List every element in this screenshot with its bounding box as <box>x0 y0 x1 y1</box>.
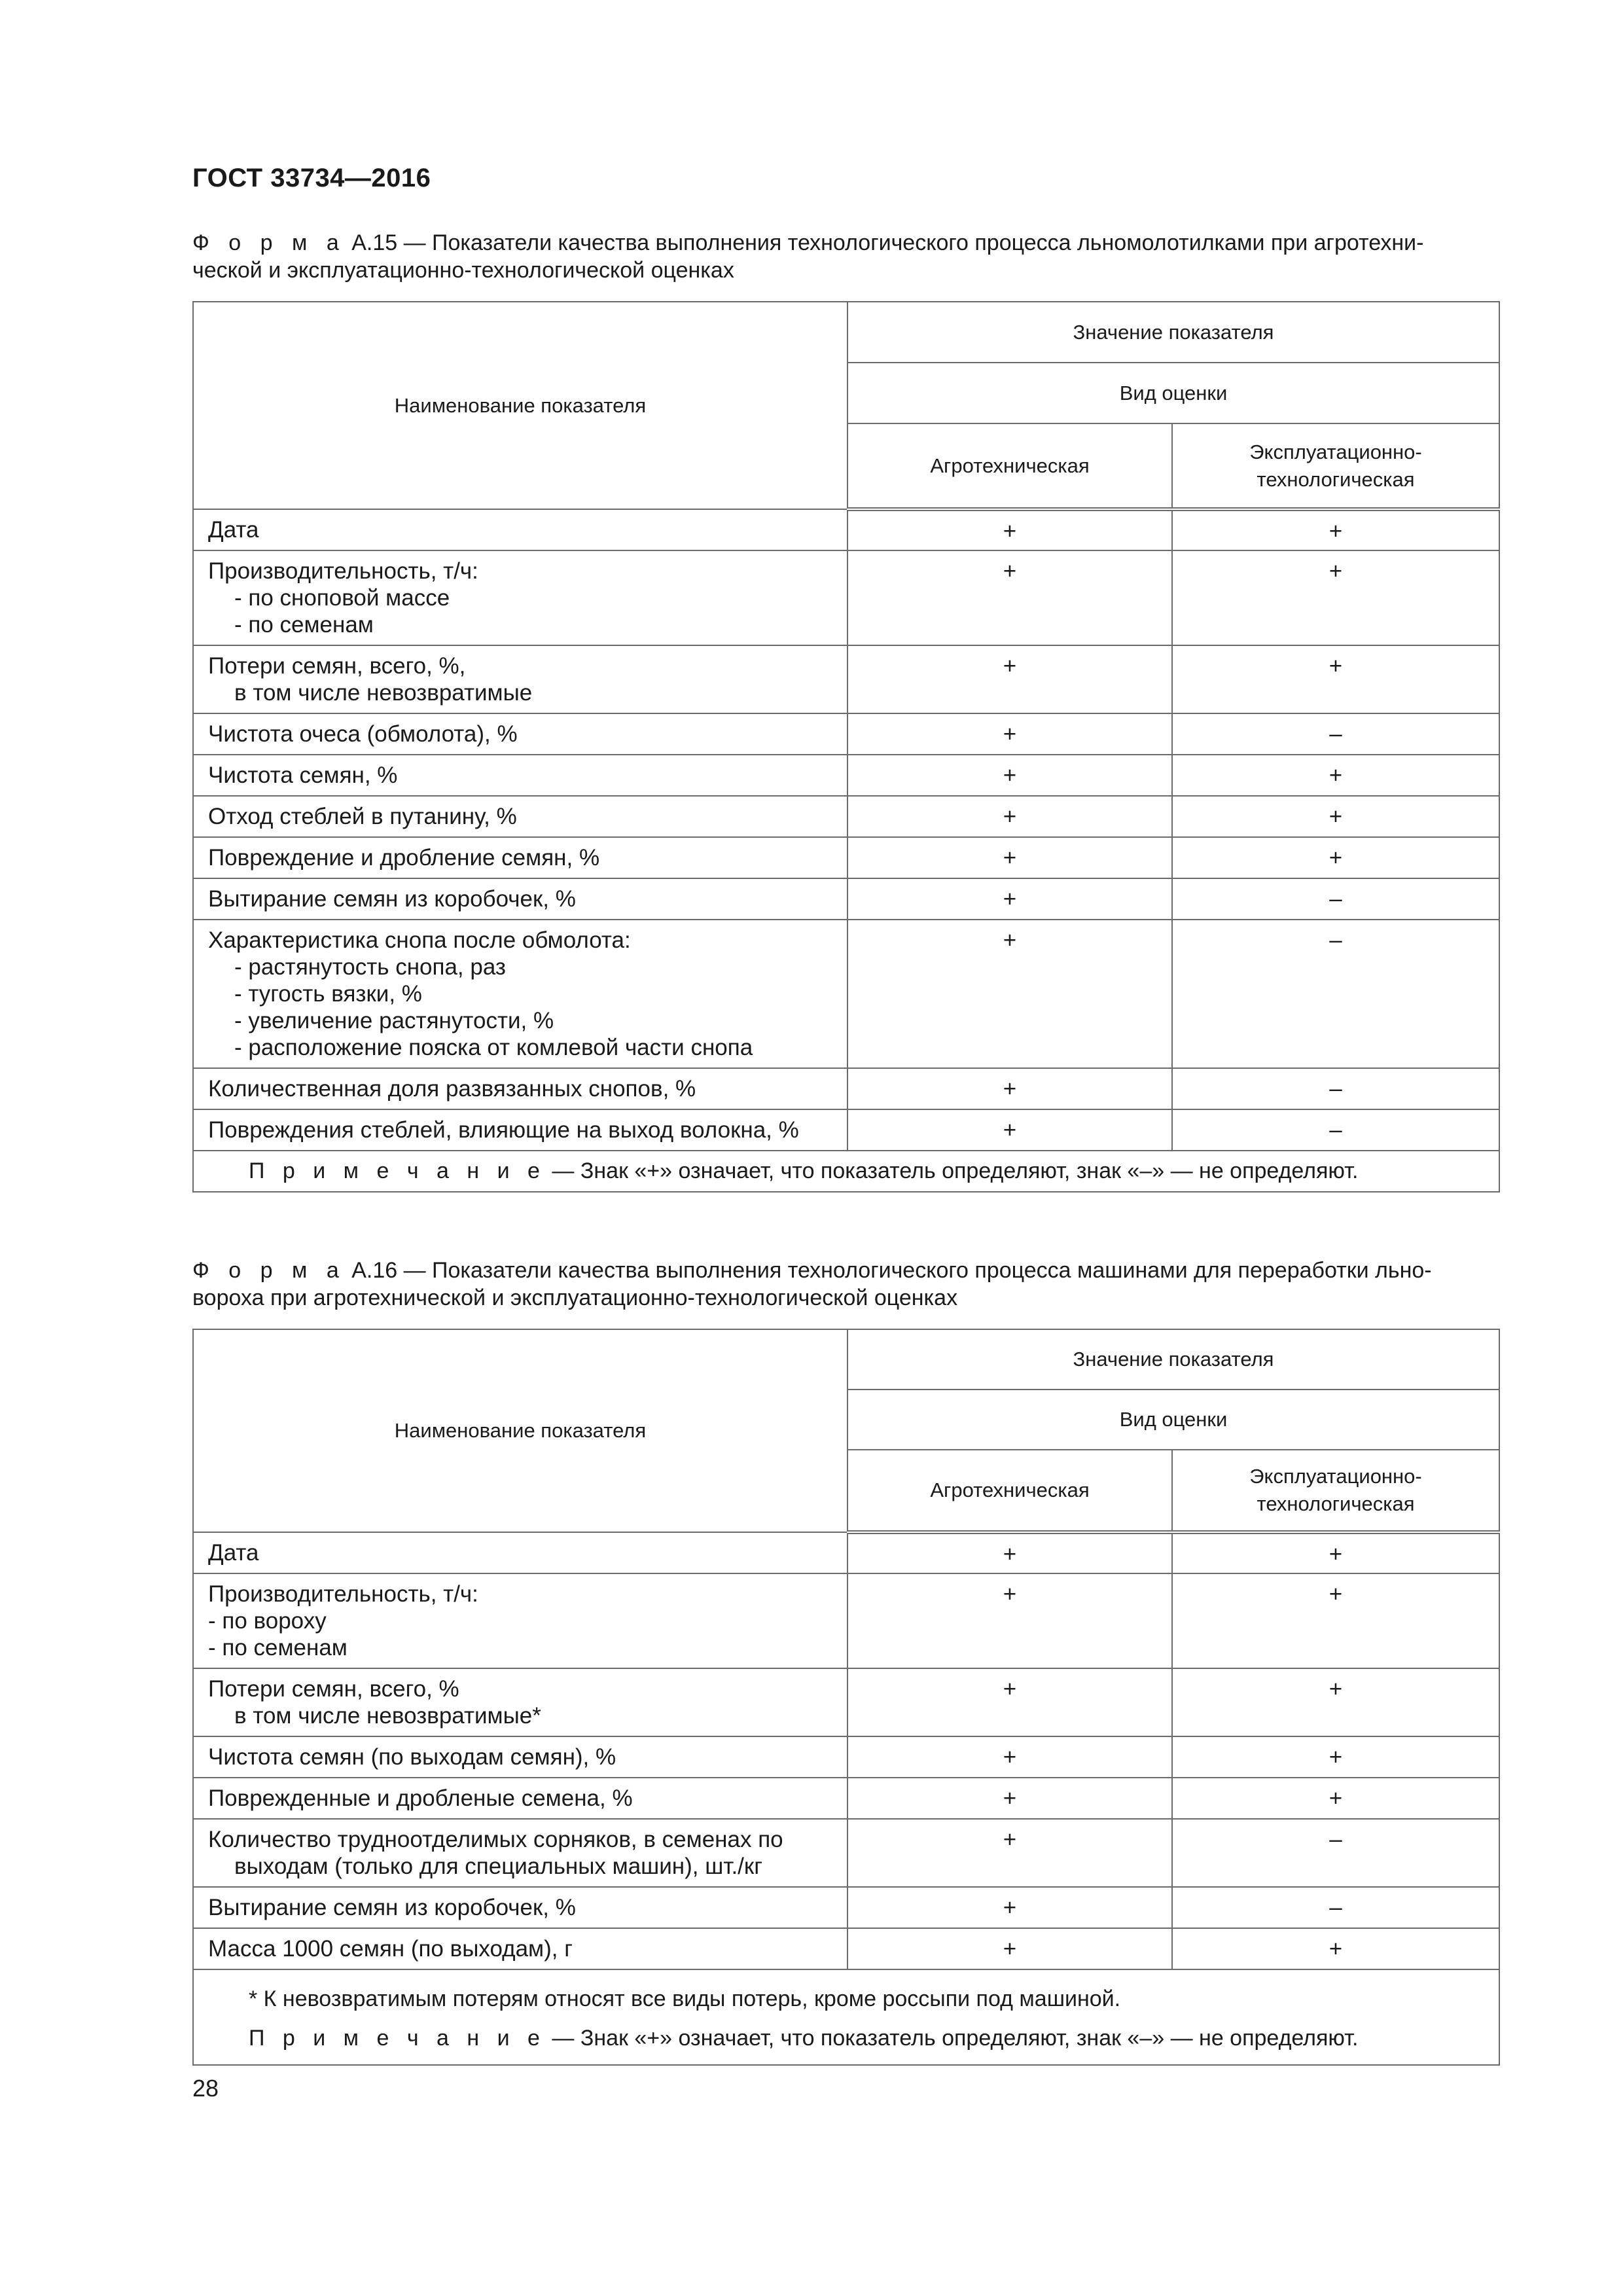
indicator-name <box>193 878 847 920</box>
header-name: Наименование показателя <box>193 302 847 509</box>
note-text: — Знак «+» означает, что показатель определяют, знак «–» — не определяют. <box>545 1158 1359 1183</box>
indicator-name <box>193 1109 847 1151</box>
indicator-line: Поврежденные и дробленые семена, % <box>208 1785 633 1811</box>
expl-value: + <box>1172 1778 1499 1819</box>
indicator-name <box>193 1819 847 1887</box>
indicator-line: Чистота очеса (обмолота), % <box>208 721 518 747</box>
form-caption-cont: вороха при агротехнической и эксплуатационно-технологической оценках <box>192 1285 958 1310</box>
table-row <box>193 509 1499 550</box>
indicator-line: Повреждения стеблей, влияющие на выход волокна, % <box>208 1117 799 1143</box>
expl-value: + <box>1172 1573 1499 1668</box>
indicator-subline: - по семенам <box>208 1635 348 1660</box>
indicator-subline: - растянутость снопа, раз <box>234 954 506 980</box>
expl-value: – <box>1172 920 1499 1068</box>
indicator-name <box>193 1928 847 1969</box>
expl-value: + <box>1172 1928 1499 1969</box>
table-row <box>193 1532 1499 1573</box>
expl-value: – <box>1172 713 1499 755</box>
page-number: 28 <box>192 2075 219 2102</box>
header-value: Значение показателя <box>847 1329 1499 1390</box>
indicator-line: Количество трудноотделимых сорняков, в семенах по <box>208 1827 783 1852</box>
indicator-subline: выходам (только для специальных машин), шт./кг <box>234 1854 762 1879</box>
indicator-line: Количественная доля развязанных снопов, % <box>208 1076 696 1102</box>
table-row <box>193 550 1499 645</box>
indicator-line: Потери семян, всего, % <box>208 1676 459 1702</box>
note-head: П р и м е ч а н и е <box>249 1158 546 1183</box>
agro-value: + <box>847 645 1172 713</box>
table-row <box>193 1887 1499 1928</box>
indicator-name <box>193 645 847 713</box>
form-a15-rows <box>193 509 1499 1151</box>
expl-value: + <box>1172 550 1499 645</box>
expl-value: – <box>1172 878 1499 920</box>
agro-value: + <box>847 713 1172 755</box>
agro-value: + <box>847 509 1172 550</box>
expl-value: + <box>1172 837 1499 878</box>
indicator-subline: - по сноповой массе <box>234 585 450 611</box>
indicator-line: Чистота семян (по выходам семян), % <box>208 1744 616 1770</box>
expl-value: + <box>1172 509 1499 550</box>
table-row <box>193 920 1499 1068</box>
form-a16-table <box>192 1329 1500 2066</box>
indicator-name <box>193 1668 847 1736</box>
expl-value: – <box>1172 1109 1499 1151</box>
agro-value: + <box>847 755 1172 796</box>
agro-value: + <box>847 550 1172 645</box>
header-agro: Агротехническая <box>847 423 1172 509</box>
header-expl-line1: Эксплуатационно- <box>1249 440 1422 463</box>
table-row <box>193 1573 1499 1668</box>
table-row <box>193 1819 1499 1887</box>
indicator-line: Производительность, т/ч: <box>208 558 478 584</box>
agro-value: + <box>847 1068 1172 1109</box>
header-agro: Агротехническая <box>847 1450 1172 1532</box>
indicator-name <box>193 1068 847 1109</box>
table-row <box>193 796 1499 837</box>
indicator-line: Потери семян, всего, %, <box>208 653 466 679</box>
expl-value: + <box>1172 1736 1499 1778</box>
indicator-subline: в том числе невозвратимые* <box>234 1703 541 1729</box>
header-expl <box>1172 1450 1499 1532</box>
agro-value: + <box>847 1532 1172 1573</box>
footnote: * К невозвратимым потерям относят все виды потерь, кроме россыпи под машиной. <box>249 1986 1121 2011</box>
indicator-name <box>193 755 847 796</box>
agro-value: + <box>847 1573 1172 1668</box>
table-row <box>193 1778 1499 1819</box>
table-row <box>193 1928 1499 1969</box>
agro-value: + <box>847 1778 1172 1819</box>
indicator-line: Масса 1000 семян (по выходам), г <box>208 1936 573 1962</box>
form-caption-cont: ческой и эксплуатационно-технологической оценках <box>192 258 734 283</box>
agro-value: + <box>847 837 1172 878</box>
agro-value: + <box>847 878 1172 920</box>
indicator-subline: - расположение пояска от комлевой части снопа <box>234 1035 753 1060</box>
agro-value: + <box>847 1109 1172 1151</box>
header-value: Значение показателя <box>847 302 1499 363</box>
expl-value: + <box>1172 1668 1499 1736</box>
indicator-name <box>193 1778 847 1819</box>
indicator-line: Вытирание семян из коробочек, % <box>208 886 576 912</box>
indicator-subline: - тугость вязки, % <box>234 981 422 1007</box>
agro-value: + <box>847 796 1172 837</box>
table-row <box>193 878 1499 920</box>
indicator-name <box>193 1573 847 1668</box>
header-name: Наименование показателя <box>193 1329 847 1532</box>
agro-value: + <box>847 1928 1172 1969</box>
indicator-name <box>193 1736 847 1778</box>
indicator-subline: - увеличение растянутости, % <box>234 1008 554 1033</box>
note-head: П р и м е ч а н и е <box>249 2026 546 2051</box>
form-label: Ф о р м а <box>192 1258 346 1283</box>
form-a16-rows <box>193 1532 1499 1969</box>
indicator-name <box>193 509 847 550</box>
header-kind: Вид оценки <box>847 363 1499 423</box>
indicator-name <box>193 713 847 755</box>
expl-value: + <box>1172 1532 1499 1573</box>
indicator-subline: в том числе невозвратимые <box>234 680 533 706</box>
indicator-name <box>193 550 847 645</box>
indicator-line: Дата <box>208 1540 259 1566</box>
document-code: ГОСТ 33734—2016 <box>192 164 431 192</box>
form-a16-caption <box>192 1257 1499 1312</box>
header-expl <box>1172 423 1499 509</box>
expl-value: + <box>1172 755 1499 796</box>
expl-value: + <box>1172 645 1499 713</box>
indicator-line: Чистота семян, % <box>208 762 398 788</box>
expl-value: – <box>1172 1068 1499 1109</box>
table-row <box>193 837 1499 878</box>
expl-value: + <box>1172 796 1499 837</box>
table-footnotes <box>193 1969 1499 2065</box>
agro-value: + <box>847 1736 1172 1778</box>
agro-value: + <box>847 1887 1172 1928</box>
expl-value: – <box>1172 1887 1499 1928</box>
indicator-name <box>193 1887 847 1928</box>
note-text: — Знак «+» означает, что показатель определяют, знак «–» — не определяют. <box>545 2026 1359 2051</box>
table-row <box>193 645 1499 713</box>
indicator-line: Повреждение и дробление семян, % <box>208 845 600 870</box>
indicator-name <box>193 837 847 878</box>
form-caption-text: А.15 — Показатели качества выполнения технологического процесса льномолотилками при агротехни- <box>351 230 1424 255</box>
table-row <box>193 1736 1499 1778</box>
agro-value: + <box>847 920 1172 1068</box>
indicator-name <box>193 920 847 1068</box>
table-row <box>193 1668 1499 1736</box>
form-a15-table <box>192 301 1500 1193</box>
expl-value: – <box>1172 1819 1499 1887</box>
table-note <box>193 1151 1499 1192</box>
table-note <box>249 2018 1499 2058</box>
indicator-line: Отход стеблей в путанину, % <box>208 804 517 829</box>
indicator-line: Характеристика снопа после обмолота: <box>208 927 631 953</box>
indicator-name <box>193 796 847 837</box>
agro-value: + <box>847 1819 1172 1887</box>
form-label: Ф о р м а <box>192 230 346 255</box>
table-row <box>193 1109 1499 1151</box>
header-expl-line1: Эксплуатационно- <box>1249 1465 1422 1488</box>
form-a15-caption <box>192 229 1499 284</box>
indicator-subline: - по семенам <box>234 612 374 637</box>
agro-value: + <box>847 1668 1172 1736</box>
indicator-subline: - по вороху <box>208 1608 327 1634</box>
header-kind: Вид оценки <box>847 1390 1499 1450</box>
table-row <box>193 1068 1499 1109</box>
header-expl-line2: технологическая <box>1257 1492 1415 1515</box>
indicator-line: Дата <box>208 517 259 543</box>
table-row <box>193 755 1499 796</box>
indicator-name <box>193 1532 847 1573</box>
table-row <box>193 713 1499 755</box>
indicator-line: Вытирание семян из коробочек, % <box>208 1895 576 1920</box>
form-caption-text: А.16 — Показатели качества выполнения технологического процесса машинами для переработки льно- <box>351 1258 1432 1283</box>
indicator-line: Производительность, т/ч: <box>208 1581 478 1607</box>
header-expl-line2: технологическая <box>1257 467 1415 491</box>
